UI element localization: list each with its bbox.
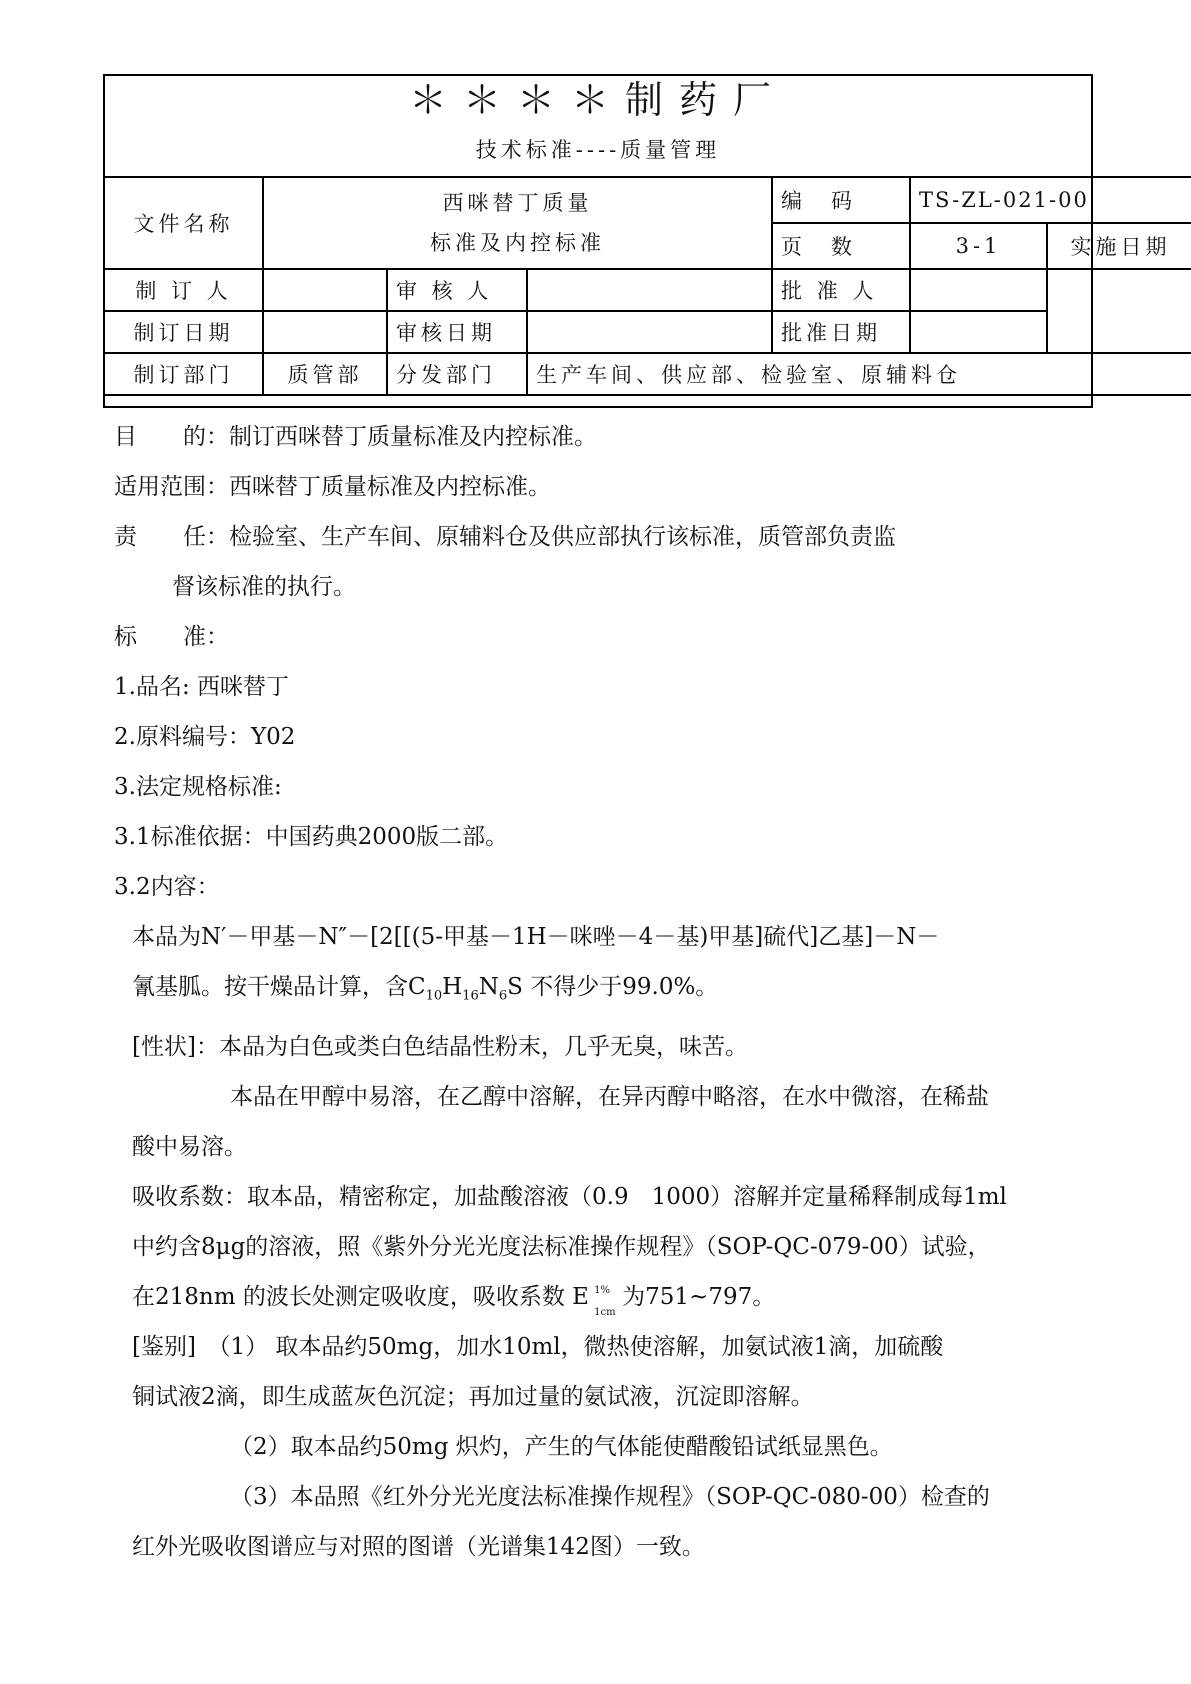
item-content: 3.2内容： — [114, 874, 220, 900]
identification-line-2: 铜试液2滴，即生成蓝灰色沉淀；再加过量的氨试液，沉淀即溶解。 — [132, 1383, 814, 1410]
solubility-line: 本品在甲醇中易溶，在乙醇中溶解，在异丙醇中略溶，在水中微溶，在稀盐 — [230, 1083, 989, 1110]
identification-test-3-cont: 红外光吸收图谱应与对照的图谱（光谱集142图）一致。 — [132, 1533, 705, 1560]
approver-value — [910, 269, 1047, 311]
document-header — [103, 74, 1171, 408]
effective-date-value — [1047, 269, 1191, 353]
draft-date-label: 制订日期 — [104, 311, 263, 353]
absorption-line: 吸收系数：取本品，精密称定，加盐酸溶液（0.9 1000）溶解并定量稀释制成每1ml — [132, 1183, 1007, 1210]
approve-date-value — [910, 311, 1047, 353]
item-material-code: 2.原料编号：Y02 — [114, 724, 296, 750]
meta-table — [103, 176, 1191, 396]
doc-name-value: 西咪替丁质量 标准及内控标准 — [263, 177, 772, 269]
character-line: [性状]：本品为白色或类白色结晶性粉末，几乎无臭，味苦。 — [132, 1033, 748, 1060]
code-label: 编 码 — [772, 177, 910, 223]
identification-test-2: （2）取本品约50mg 炽灼，产生的气体能使醋酸铅试纸显黑色。 — [230, 1433, 893, 1460]
dept-label: 制订部门 — [104, 353, 263, 395]
description-line: 本品为N′－甲基－N″－[2[[(5-甲基－1H－咪唑－4－基)甲基]硫代]乙基]－N－ — [132, 924, 940, 950]
responsibility-line-cont: 督该标准的执行。 — [172, 574, 356, 600]
review-date-value — [527, 311, 772, 353]
absorption-coefficient-symbol: E 1% 1cm — [572, 1283, 616, 1318]
pages-label: 页 数 — [772, 223, 910, 269]
absorption-line-3: 在218nm 的波长处测定吸收度，吸收系数 E 1% 1cm 为751~797。 — [114, 1272, 1094, 1322]
dist-value: 生产车间、供应部、检验室、原辅料仓 — [527, 353, 1191, 395]
approver-label: 批 准 人 — [772, 269, 910, 311]
drafter-label: 制 订 人 — [104, 269, 263, 311]
header-subtitle: 技术标准----质量管理 — [475, 138, 721, 162]
dept-value: 质管部 — [263, 353, 387, 395]
draft-date-value — [263, 311, 387, 353]
reviewer-label: 审 核 人 — [387, 269, 527, 311]
pages-value: 3-1 — [910, 223, 1047, 269]
responsibility-line: 责 任：检验室、生产车间、原辅料仓及供应部执行该标准，质管部负责监 — [114, 524, 896, 550]
assay-line: 氰基胍。按干燥品计算，含$C_{10}H_{16}N_6S$ 不得少于99.0%。 — [132, 974, 719, 1004]
drafter-value — [263, 269, 387, 311]
reviewer-value — [527, 269, 772, 311]
dist-label: 分发部门 — [387, 353, 527, 395]
approve-date-label: 批准日期 — [772, 311, 910, 353]
absorption-line-2: 中约含8μg的溶液，照《紫外分光光度法标准操作规程》（SOP-QC-079-00）试验， — [132, 1233, 991, 1260]
effective-date-label: 实施日期 — [1047, 223, 1191, 269]
factory-title: ＊＊＊＊制药厂 — [408, 78, 787, 122]
code-value: TS-ZL-021-00 — [910, 177, 1191, 223]
standard-heading: 标 准： — [114, 624, 229, 650]
item-product-name: 1.品名: 西咪替丁 — [114, 674, 290, 700]
purpose-line: 目 的：制订西咪替丁质量标准及内控标准。 — [114, 424, 597, 450]
item-basis: 3.1标准依据：中国药典2000版二部。 — [114, 824, 509, 850]
doc-name-label: 文件名称 — [104, 177, 263, 269]
identification-test-3: （3）本品照《红外分光光度法标准操作规程》（SOP-QC-080-00）检查的 — [230, 1483, 990, 1510]
solubility-line-cont: 酸中易溶。 — [132, 1133, 247, 1160]
document-body — [114, 412, 1094, 1572]
identification-line: [鉴别] （1） 取本品约50mg，加水10ml，微热使溶解，加氨试液1滴，加硫酸 — [132, 1333, 944, 1360]
item-legal-spec: 3.法定规格标准: — [114, 774, 282, 800]
scope-line: 适用范围：西咪替丁质量标准及内控标准。 — [114, 474, 551, 500]
review-date-label: 审核日期 — [387, 311, 527, 353]
